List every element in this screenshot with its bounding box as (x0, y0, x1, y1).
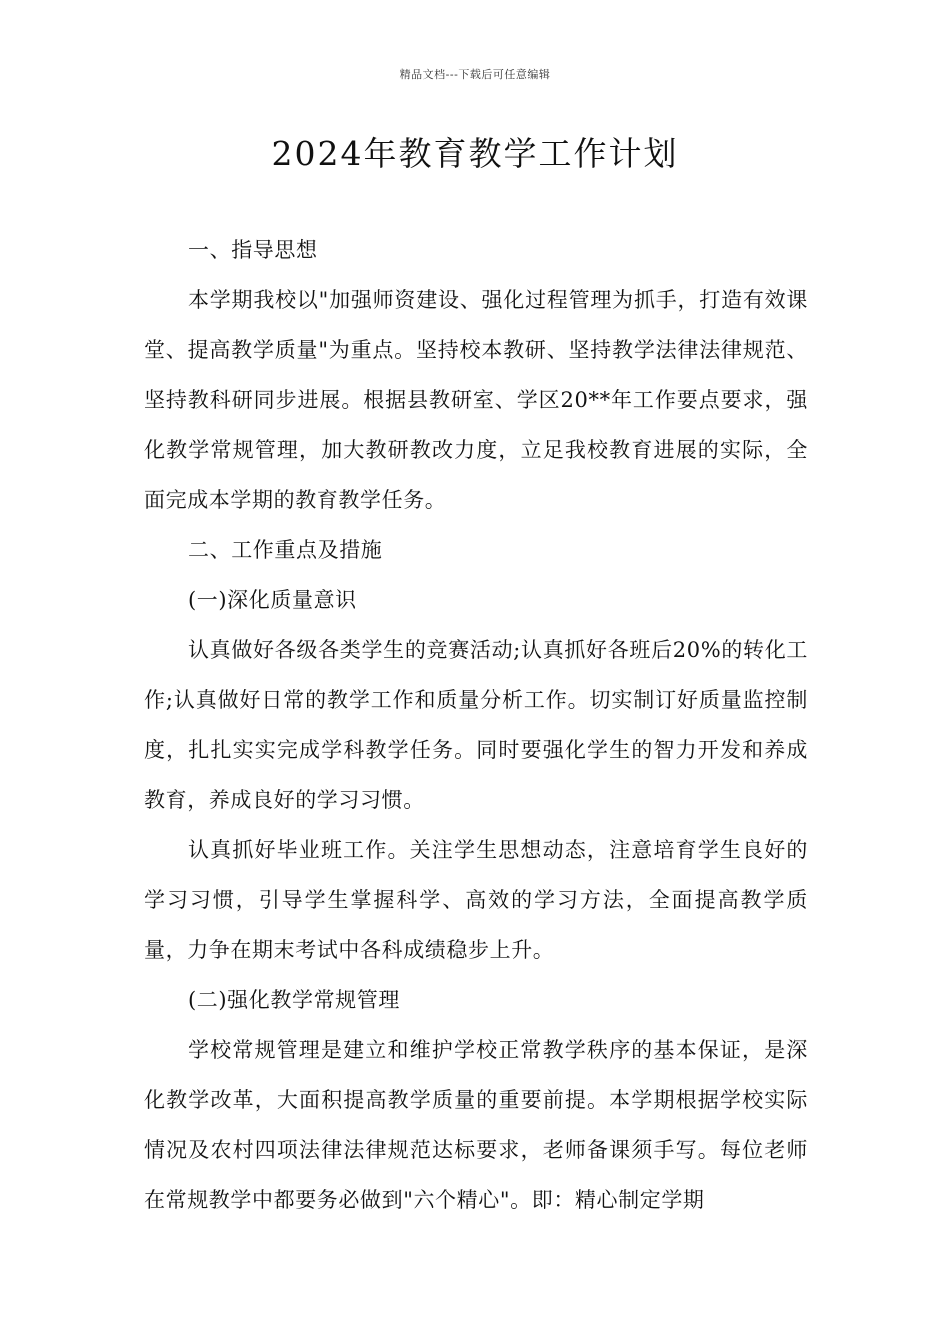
section-heading-work-focus: 二、工作重点及措施 (188, 538, 383, 562)
paragraph-routine-management: 学校常规管理是建立和维护学校正常教学秩序的基本保证，是深化教学改革，大面积提高教学质量的重要前提。本学期根据学校实际情况及农村四项法律法律规范达标要求，老师备课须手写。每位老师在常规教学中都要务必做到"六个精心"。即：精心制定学期 (144, 1038, 808, 1212)
section-heading-guiding-ideology: 一、指导思想 (188, 238, 318, 262)
paragraph-guiding-ideology: 本学期我校以"加强师资建设、强化过程管理为抓手，打造有效课堂、提高教学质量"为重点。坚持校本教研、坚持教学法律法律规范、坚持教科研同步进展。根据县教研室、学区20**年工作要点要求，强化教学常规管理，加大教研教改力度，立足我校教育进展的实际，全面完成本学期的教育教学任务。 (144, 288, 808, 512)
subsection-heading-routine-management: (二)强化教学常规管理 (188, 988, 400, 1012)
document-title: 2024年教育教学工作计划 (271, 134, 679, 173)
subsection-heading-quality-awareness: (一)深化质量意识 (188, 588, 357, 612)
paragraph-quality-awareness: 认真做好各级各类学生的竞赛活动;认真抓好各班后20%的转化工作;认真做好日常的教学工作和质量分析工作。切实制订好质量监控制度，扎扎实实完成学科教学任务。同时要强化学生的智力开发和养成教育，养成良好的学习习惯。 (144, 638, 808, 812)
document-body (144, 225, 808, 1225)
header-note: 精品文档---下载后可任意编辑 (399, 68, 551, 81)
paragraph-graduating-class: 认真抓好毕业班工作。关注学生思想动态，注意培育学生良好的学习习惯，引导学生掌握科学、高效的学习方法，全面提高教学质量，力争在期末考试中各科成绩稳步上升。 (144, 838, 808, 962)
